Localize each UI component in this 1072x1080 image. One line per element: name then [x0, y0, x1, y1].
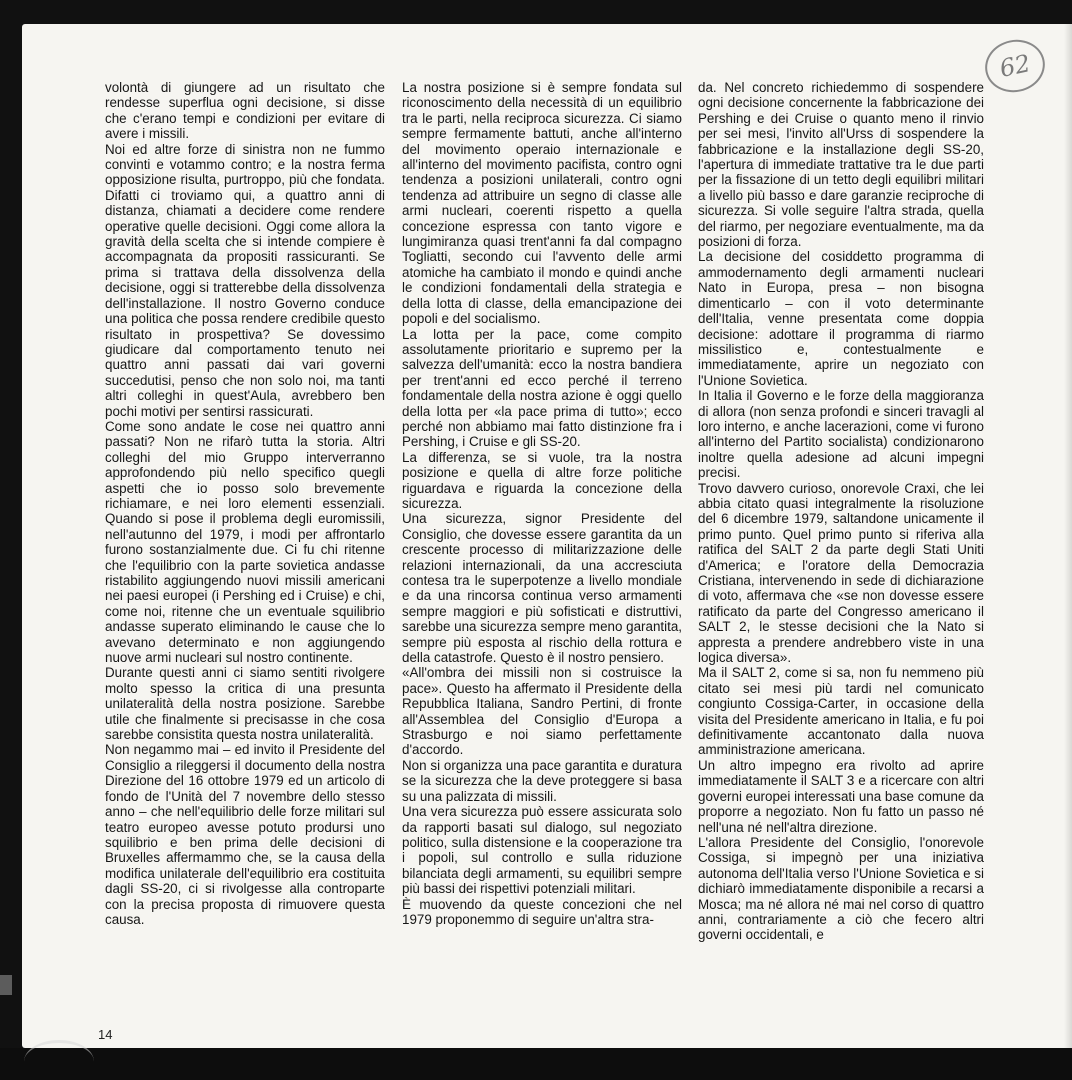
paragraph: È muovendo da queste concezioni che nel 1979 proponemmo di seguire un'altra stra-	[402, 896, 682, 927]
text-column-2	[402, 80, 682, 927]
paragraph: L'allora Presidente del Consiglio, l'onorevole Cossiga, si impegnò per una iniziativa autonoma dell'Italia verso l'Unione Sovietica e si dichiarò immediatamente disponibile a recarsi a Mosca; ma né allora né mai nel corso di quattro anni, contrariamente a ciò che fecero altri governi occidentali, e	[698, 834, 984, 943]
paragraph: volontà di giungere ad un risultato che rendesse superflua ogni decisione, si disse che c'erano tempi e condizioni per evitare di avere i missili.	[105, 80, 385, 142]
paragraph: Una sicurezza, signor Presidente del Consiglio, che dovesse essere garantita da un crescente processo di militarizzazione delle relazioni internazionali, da una accresciuta contesa tra le superpotenze a livello mondiale e da una rincorsa continua verso armamenti sempre maggiori e più sofisticati e distruttivi, sarebbe una sicurezza sempre meno garantita, sempre più esposta al rischio della rottura e della catastrofe. Questo è il nostro pensiero.	[402, 511, 682, 666]
page-number: 14	[98, 1027, 113, 1042]
paragraph: Non negammo mai – ed invito il Presidente del Consiglio a rileggersi il documento della nostra Direzione del 16 ottobre 1979 ed un articolo di fondo de l'Unità del 7 novembre dello stesso anno – che nell'equilibrio delle forze militari sul teatro europeo avesse potuto prodursi uno squilibrio e ben prima delle decisioni di Bruxelles affermammo che, se la causa della modifica unilaterale dell'equilibrio era costituita dagli SS-20, ci si rivolgesse alla controparte con la precisa proposta di rimuovere questa causa.	[105, 742, 385, 927]
paragraph: Come sono andate le cose nei quattro anni passati? Non ne rifarò tutta la storia. Altri colleghi del mio Gruppo interverranno approfondendo più nello specifico quegli aspetti che io posso solo brevemente richiamare, e nei loro elementi essenziali. Quando si pose il problema degli euromissili, nell'autunno del 1979, i modi per affrontarlo furono sostanzialmente due. Ci fu chi ritenne che l'equilibrio con la parte sovietica andasse ristabilito aggiungendo nuovi missili americani nei paesi europei (i Pershing ed i Cruise) e chi, come noi, ritenne che un eventuale squilibrio andasse superato eliminando le cause che lo avevano determinato e non aggiungendo nuove armi nucleari sul nostro continente.	[105, 418, 385, 666]
paragraph: Noi ed altre forze di sinistra non ne fummo convinti e votammo contro; e la nostra ferma opposizione risulta, purtroppo, più che fondata. Difatti ci troviamo qui, a quattro anni di distanza, chiamati a decidere come rendere operative quelle decisioni. Oggi come allora la gravità della scelta che si intende compiere è accompagnata da propositi rassicuranti. Se prima si trattava della dissolvenza della decisione, oggi si tratterebbe della dissolvenza dell'installazione. Il nostro Governo conduce una politica che possa rendere credibile questo risultato in prospettiva? Se dovessimo giudicare dal comportamento tenuto nei quattro anni passati dai vari governi succedutisi, penso che non solo noi, ma tanti altri colleghi in quest'Aula, avrebbero ben pochi motivi per sentirsi rassicurati.	[105, 141, 385, 419]
paragraph: La lotta per la pace, come compito assolutamente prioritario e supremo per la salvezza dell'umanità: ecco la nostra bandiera per trent'anni ed ecco perché il terreno fondamentale della nostra azione è oggi quello della lotta per «la pace prima di tutto»; ecco perché non abbiamo mai fatto distinzione fra i Pershing, i Cruise e gli SS-20.	[402, 326, 682, 450]
paragraph: da. Nel concreto richiedemmo di sospendere ogni decisione concernente la fabbricazione dei Pershing e dei Cruise o quanto meno il rinvio per sei mesi, l'invito all'Urss di sospendere la fabbricazione e la installazione degli SS-20, l'apertura di immediate trattative tra le due parti per la fissazione di un tetto degli equilibri militari a livello più basso e dare garanzie reciproche di sicurezza. Si volle seguire l'altra strada, quella del riarmo, per negoziare eventualmente, ma da posizioni di forza.	[698, 80, 984, 250]
paragraph: Ma il SALT 2, come si sa, non fu nemmeno più citato sei mesi più tardi nel comunicato congiunto Cossiga-Carter, in occasione della visita del Presidente americano in Italia, e fu poi definitivamente accantonato dalla nuova amministrazione americana.	[698, 665, 984, 758]
stamp-text: 62	[997, 49, 1033, 83]
paragraph: Durante questi anni ci siamo sentiti rivolgere molto spesso la critica di una presunta unilateralità della nostra posizione. Sarebbe utile che finalmente si precisasse in che cosa sarebbe consistita questa nostra unilateralità.	[105, 665, 385, 743]
scan-arc-mark	[24, 1040, 94, 1080]
paragraph: In Italia il Governo e le forze della maggioranza di allora (non senza profondi e sinceri travagli al loro interno, e anche lacerazioni, come vi furono all'interno del Partito socialista) condizionarono inoltre quella adesione ad alcuni impegni precisi.	[698, 388, 984, 481]
paragraph: La nostra posizione si è sempre fondata sul riconoscimento della necessità di un equilibrio tra le parti, nella reciproca sicurezza. Ci siamo sempre fermamente battuti, anche all'interno del movimento operaio internazionale e all'interno del movimento pacifista, contro ogni tendenza a posizioni unilaterali, contro ogni tendenza ad attribuire un segno di classe alle armi nucleari, coerenti rispetto a quella concezione espressa con tanto vigore e lungimiranza quasi trent'anni fa dal compagno Togliatti, secondo cui l'avvento delle armi atomiche ha cambiato il mondo e quindi anche le condizioni fondamentali della strategia e della lotta di classe, della emancipazione dei popoli e del socialismo.	[402, 80, 682, 327]
paragraph: «All'ombra dei missili non si costruisce la pace». Questo ha affermato il Presidente della Repubblica Italiana, Sandro Pertini, di fronte all'Assemblea del Consiglio d'Europa a Strasburgo e noi siamo perfettamente d'accordo.	[402, 665, 682, 758]
paragraph: Una vera sicurezza può essere assicurata solo da rapporti basati sul dialogo, sul negoziato politico, sulla distensione e la cooperazione tra i popoli, sul controllo e sulla riduzione bilanciata degli armamenti, su equilibri sempre più bassi dei rispettivi potenziali militari.	[402, 804, 682, 897]
paragraph: Non si organizza una pace garantita e duratura se la sicurezza che la deve proteggere si basa su una palizzata di missili.	[402, 757, 682, 804]
paragraph: Un altro impegno era rivolto ad aprire immediatamente il SALT 3 e a ricercare con altri governi europei interessati una base comune da proporre a negoziato. Non fu fatto un passo né nell'una né nell'altra direzione.	[698, 757, 984, 835]
scan-edge-mark	[0, 975, 12, 995]
text-column-3	[698, 80, 984, 943]
paragraph: Trovo davvero curioso, onorevole Craxi, che lei abbia citato quasi integralmente la risoluzione del 6 dicembre 1979, saltandone unicamente il primo punto. Quel primo punto si riferiva alla ratifica del SALT 2 da parte degli Stati Uniti d'America; e l'oratore della Democrazia Cristiana, intervenendo in sede di dichiarazione di voto, affermava che «se non dovesse essere ratificato da parte del Congresso americano il SALT 2, le stesse decisioni che la Nato si appresta a prendere andrebbero viste in una logica diversa».	[698, 480, 984, 666]
paragraph: La differenza, se si vuole, tra la nostra posizione e quella di altre forze politiche riguardava e riguarda la concezione della sicurezza.	[402, 449, 682, 511]
paragraph: La decisione del cosiddetto programma di ammodernamento degli armamenti nucleari Nato in Europa, presa – non bisogna dimenticarlo – con il voto determinante dell'Italia, venne presentata come doppia decisione: adottare il programma di riarmo missilistico e, contestualmente e immediatamente, aprire un negoziato con l'Unione Sovietica.	[698, 249, 984, 388]
text-column-1	[105, 80, 385, 927]
page-edge-shadow	[1064, 24, 1072, 1048]
scan-bottom-shadow	[0, 1048, 1072, 1080]
